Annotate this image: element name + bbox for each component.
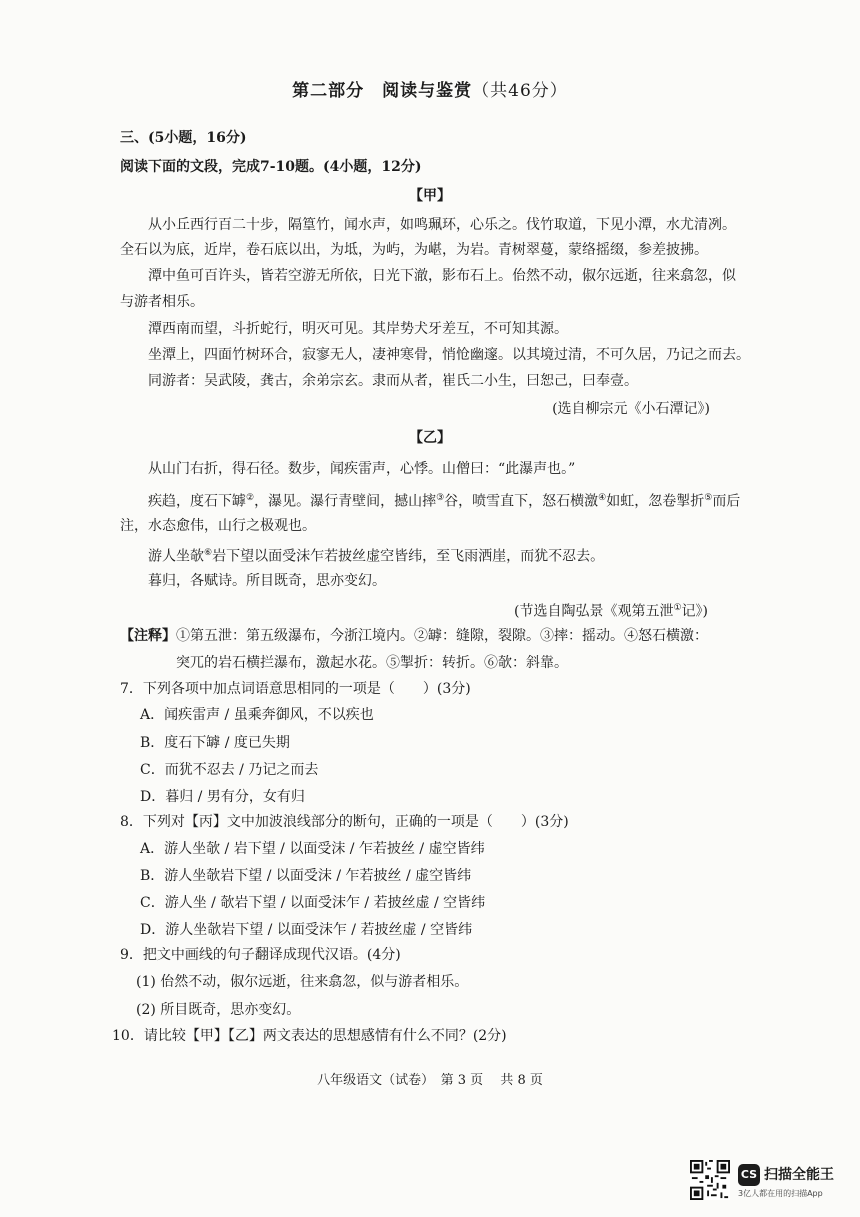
question-9-stem: 9．把文中画线的句子翻译成现代汉语。(4分) bbox=[120, 947, 401, 963]
passage-yi-p2a-seg2: ，瀑见。瀑行青壁间，撼山摔 bbox=[254, 493, 437, 510]
part-title-main: 第二部分 阅读与鉴赏 bbox=[292, 81, 473, 101]
notes-line-2: 突兀的岩石横拦瀑布，激起水花。⑤掣折：转折。⑥欹：斜靠。 bbox=[176, 655, 568, 671]
passage-yi-source-seg2: 记》) bbox=[681, 603, 709, 620]
passage-yi-source bbox=[514, 598, 708, 622]
question-7-option-b: B．度石下罅 / 度已失期 bbox=[140, 735, 290, 751]
scanner-app-name: 扫描全能王 bbox=[764, 1167, 834, 1183]
question-8-option-b: B．游人坐欹岩下望 / 以面受沫 / 乍若披丝 / 虚空皆纬 bbox=[140, 868, 472, 884]
passage-jia-label: 【甲】 bbox=[409, 188, 451, 204]
passage-yi-p1: 从山门右折，得石径。数步，闻疾雷声，心悸。山僧曰：“此瀑声也。” bbox=[148, 461, 576, 477]
reading-instruction: 阅读下面的文段，完成7-10题。(4小题，12分) bbox=[120, 159, 422, 175]
passage-yi-p2a-seg3: 谷，喷雪直下，怒石横激 bbox=[444, 493, 599, 510]
note-mark-1: ① bbox=[673, 603, 682, 613]
question-8-option-c: C．游人坐 / 欹岩下望 / 以面受沫乍 / 若披丝虚 / 空皆纬 bbox=[140, 895, 486, 911]
passage-jia-p5: 同游者：吴武陵，龚古，余弟宗玄。隶而从者，崔氏二小生，曰恕己，曰奉壹。 bbox=[148, 373, 638, 389]
scanner-watermark bbox=[690, 1160, 840, 1202]
note-mark-5: ⑤ bbox=[704, 493, 713, 503]
passage-yi-source-seg1: (节选自陶弘景《观第五泄 bbox=[514, 603, 674, 620]
question-10-stem: 10．请比较【甲】【乙】两文表达的思想感情有什么不同？(2分) bbox=[112, 1028, 507, 1044]
passage-yi-p4: 暮归，各赋诗。所目既奇，思亦变幻。 bbox=[148, 573, 386, 589]
passage-jia-p2b: 与游者相乐。 bbox=[120, 294, 204, 310]
note-mark-2: ② bbox=[246, 493, 255, 503]
passage-yi-p2b: 注，水态愈伟，山行之极观也。 bbox=[120, 518, 316, 534]
scanner-logo: CS bbox=[738, 1164, 760, 1186]
passage-jia-source: (选自柳宗元《小石潭记》) bbox=[552, 401, 710, 417]
notes-line-1 bbox=[120, 626, 708, 646]
passage-yi-p2a bbox=[148, 488, 740, 512]
passage-yi-p2a-seg1: 疾趋，度石下罅 bbox=[148, 493, 246, 510]
passage-jia-p2a: 潭中鱼可百许头，皆若空游无所依，日光下澈，影布石上。佁然不动，俶尔远逝，往来翕忽，似 bbox=[148, 268, 736, 284]
passage-yi-label: 【乙】 bbox=[409, 430, 451, 446]
question-8-option-d: D．游人坐欹岩下望 / 以面受沫乍 / 若披丝虚 / 空皆纬 bbox=[140, 922, 473, 938]
passage-jia-p4: 坐潭上，四面竹树环合，寂寥无人，凄神寒骨，悄怆幽邃。以其境过清，不可久居，乃记之而去。 bbox=[148, 347, 750, 363]
passage-yi-p3-seg2: 岩下望以面受沫乍若披丝虚空皆纬，至飞雨洒崖，而犹不忍去。 bbox=[212, 548, 605, 565]
question-7-option-a: A．闻疾雷声 / 虽乘奔御风，不以疾也 bbox=[140, 707, 374, 723]
passage-yi-p3 bbox=[148, 543, 604, 567]
notes-label: 【注释】 bbox=[120, 628, 176, 644]
page-footer: 八年级语文（试卷） 第 3 页 共 8 页 bbox=[317, 1073, 543, 1088]
question-9-sentence-2: (2) 所目既奇，思亦变幻。 bbox=[136, 1002, 301, 1018]
part-title-points: （共46分） bbox=[472, 81, 568, 101]
question-7-option-c: C．而犹不忍去 / 乃记之而去 bbox=[140, 762, 319, 778]
question-7-option-d: D．暮归 / 男有分，女有归 bbox=[140, 789, 305, 805]
note-mark-3: ③ bbox=[436, 493, 445, 503]
question-9-sentence-1: (1) 佁然不动，俶尔远逝，往来翕忽，似与游者相乐。 bbox=[136, 974, 469, 990]
passage-yi-p2a-seg4: 如虹，忽卷掣折 bbox=[606, 493, 705, 510]
scanner-slogan: 3亿人都在用的扫描App bbox=[738, 1189, 823, 1198]
passage-jia-p3: 潭西南而望，斗折蛇行，明灭可见。其岸势犬牙差互，不可知其源。 bbox=[148, 321, 568, 337]
passage-jia-p1a: 从小丘西行百二十步，隔篁竹，闻水声，如鸣珮环，心乐之。伐竹取道，下见小潭，水尤清冽。 bbox=[148, 217, 736, 233]
question-8-stem: 8．下列对【丙】文中加波浪线部分的断句，正确的一项是（ ）(3分) bbox=[120, 814, 569, 830]
passage-jia-p1b: 全石以为底，近岸，卷石底以出，为坻，为屿，为嵁，为岩。青树翠蔓，蒙络摇缀，参差披拂。 bbox=[120, 242, 708, 258]
qr-code-icon bbox=[690, 1160, 730, 1200]
passage-yi-p2a-seg5: 而后 bbox=[712, 493, 741, 510]
passage-yi-p3-seg1: 游人坐欹 bbox=[148, 548, 204, 565]
notes-text-1: ①第五泄：第五级瀑布，今浙江境内。②罅：缝隙，裂隙。③摔：摇动。④怒石横激： bbox=[176, 628, 708, 644]
note-mark-6: ⑥ bbox=[204, 548, 213, 558]
question-7-stem: 7．下列各项中加点词语意思相同的一项是（ ）(3分) bbox=[120, 681, 471, 697]
part-title bbox=[0, 76, 860, 101]
question-8-option-a: A．游人坐欹 / 岩下望 / 以面受沫 / 乍若披丝 / 虚空皆纬 bbox=[140, 841, 485, 857]
section-heading: 三、(5小题，16分) bbox=[120, 130, 247, 146]
note-mark-4: ④ bbox=[598, 493, 607, 503]
